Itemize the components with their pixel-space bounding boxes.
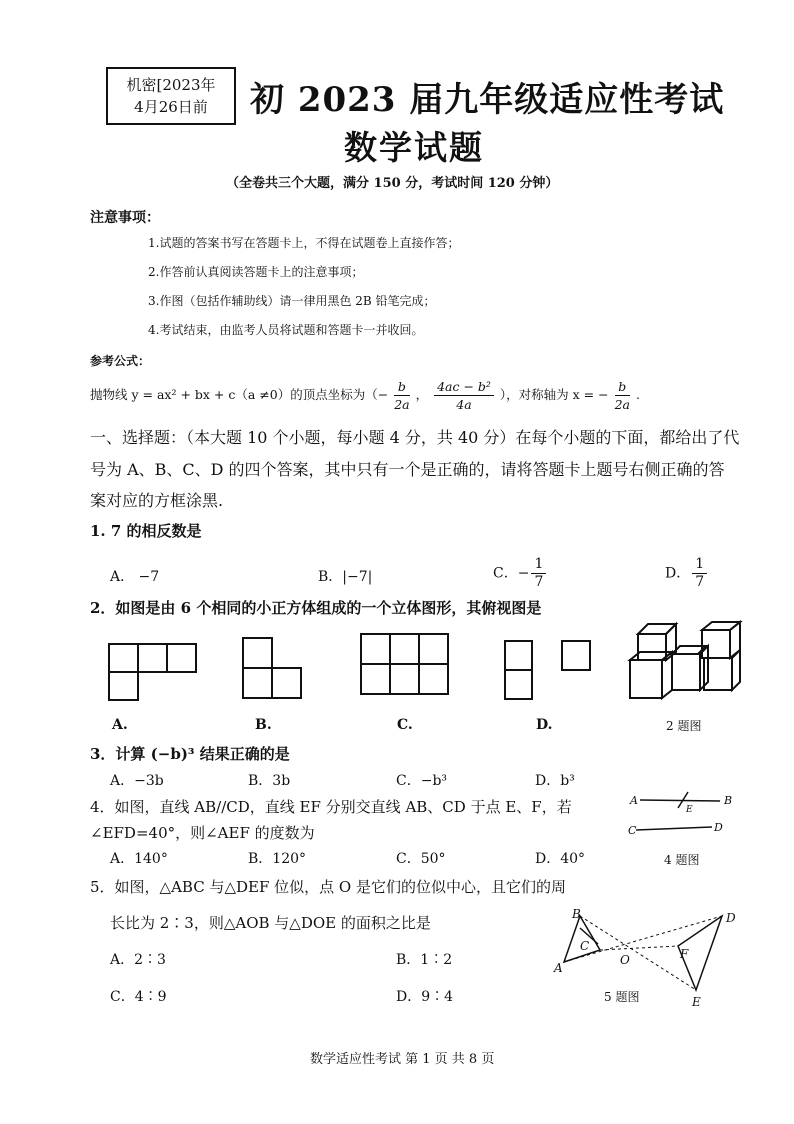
note-item: 2.作答前认真阅读答题卡上的注意事项； xyxy=(148,265,364,279)
q2-3d-figure xyxy=(628,620,743,704)
q4-label-e: E xyxy=(686,805,693,815)
formula-pre: 抛物线 y = ax² + bx + c（a ≠0）的顶点坐标为（− xyxy=(90,387,389,402)
fraction: $\frac{1}{7}$ xyxy=(692,556,707,591)
q5-label-d: D xyxy=(726,911,736,925)
page-footer: 数学适应性考试 第 1 页 共 8 页 xyxy=(310,1052,495,1067)
q2-stem: 2．如图是由 6 个相同的小正方体组成的一个立体图形，其俯视图是 xyxy=(90,599,542,617)
q1-option-a: A． −7 xyxy=(110,569,160,585)
notes-heading: 注意事项： xyxy=(90,210,160,226)
q5-stem-line1: 5．如图，△ABC 与△DEF 位似，点 O 是它们的位似中心，且它们的周 xyxy=(90,878,566,896)
q1-stem: 1. 7 的相反数是 xyxy=(90,522,202,540)
q1-option-c: C．− $\frac{1}{7}$ xyxy=(493,556,548,591)
q3-option-a: A．−3b xyxy=(110,773,164,789)
q4-stem-line2: ∠EFD=40°，则∠AEF 的度数为 xyxy=(90,824,315,842)
vertex-formula: 抛物线 y = ax² + bx + c（a ≠0）的顶点坐标为（− $\frac{b}{2a}$ ， $\frac{\text{4ac − b²}}{4a}$ ），对称轴为 x = − $\frac{b}{2a}$ . xyxy=(90,379,640,412)
q5-label-b: B xyxy=(572,907,581,921)
q5-label-o: O xyxy=(620,953,630,967)
q3-option-b: B．3b xyxy=(248,773,291,789)
q5-option-c: C．4∶9 xyxy=(110,989,167,1005)
q5-figure xyxy=(550,906,750,1010)
q4-option-b: B．120° xyxy=(248,851,307,867)
q5-caption: 5 题图 xyxy=(604,990,640,1004)
q2-option-d: D. xyxy=(536,717,553,733)
q2-option-b-figure xyxy=(242,637,304,701)
fraction: $\frac{b}{2a}$ xyxy=(614,379,630,412)
exam-title: 初 2023 届九年级适应性考试 xyxy=(250,80,725,120)
formula-mid: ），对称轴为 x = − xyxy=(499,387,609,402)
q5-label-c: C xyxy=(580,939,590,953)
exam-info: （全卷共三个大题，满分 150 分，考试时间 120 分钟） xyxy=(226,176,559,191)
q2-option-c: C. xyxy=(397,717,413,733)
subject-title: 数学试题 xyxy=(344,128,484,167)
stamp-line2: 4月26日前 xyxy=(134,98,208,116)
fraction: $\frac{\text{4ac − b²}}{4a}$ xyxy=(434,378,494,413)
reference-heading: 参考公式： xyxy=(90,354,151,368)
q5-label-a: A xyxy=(554,961,563,975)
q2-option-a-figure xyxy=(108,643,198,703)
note-item: 4.考试结束，由监考人员将试题和答题卡一并收回。 xyxy=(148,323,424,337)
q4-option-a: A．140° xyxy=(110,851,168,867)
q5-option-d: D．9∶4 xyxy=(396,989,454,1005)
note-item: 1.试题的答案书写在答题卡上，不得在试题卷上直接作答； xyxy=(148,236,460,250)
section1-line3: 案对应的方框涂黑. xyxy=(90,491,224,510)
q3-option-d: D．b³ xyxy=(535,773,575,789)
q3-stem: 3．计算 (−b)³ 结果正确的是 xyxy=(90,745,290,763)
fraction: $\frac{b}{2a}$ xyxy=(394,379,410,412)
q5-stem-line2: 长比为 2∶3，则△AOB 与△DOE 的面积之比是 xyxy=(110,914,431,932)
q4-caption: 4 题图 xyxy=(664,853,700,867)
q2-option-c-figure xyxy=(360,633,452,697)
confidential-stamp xyxy=(106,67,236,125)
q1-option-d: D． $\frac{1}{7}$ xyxy=(665,556,709,591)
q4-figure xyxy=(620,790,740,840)
q4-option-c: C．50° xyxy=(396,851,446,867)
section1-line1: 一、选择题：（本大题 10 个小题，每小题 4 分，共 40 分）在每个小题的下面，都给出了代 xyxy=(90,428,740,447)
q3-option-c: C．−b³ xyxy=(396,773,448,789)
q2-option-d-figure xyxy=(504,640,594,702)
q5-label-f: F xyxy=(680,947,689,961)
q2-option-a: A. xyxy=(112,717,128,733)
q5-option-a: A．2∶3 xyxy=(110,952,166,968)
q4-option-d: D．40° xyxy=(535,851,586,867)
q4-label-a: A xyxy=(630,794,638,807)
q4-label-c: C xyxy=(628,824,637,837)
stamp-line1: 机密[2023年 xyxy=(126,76,216,94)
q5-option-b: B．1∶2 xyxy=(396,952,453,968)
q2-caption: 2 题图 xyxy=(666,719,702,733)
q4-label-d: D xyxy=(714,821,723,834)
q2-option-b: B. xyxy=(255,717,272,733)
section1-line2: 号为 A、B、C、D 的四个答案，其中只有一个是正确的，请将答题卡上题号右侧正确的答 xyxy=(90,460,725,479)
q1-option-b: B．|−7| xyxy=(318,569,373,585)
fraction: $\frac{1}{7}$ xyxy=(531,556,546,591)
q4-label-b: B xyxy=(724,794,733,807)
q5-label-e: E xyxy=(692,995,701,1009)
q4-stem-line1: 4．如图，直线 AB//CD，直线 EF 分别交直线 AB、CD 于点 E、F，若 xyxy=(90,798,572,816)
note-item: 3.作图（包括作辅助线）请一律用黑色 2B 铅笔完成； xyxy=(148,294,436,308)
